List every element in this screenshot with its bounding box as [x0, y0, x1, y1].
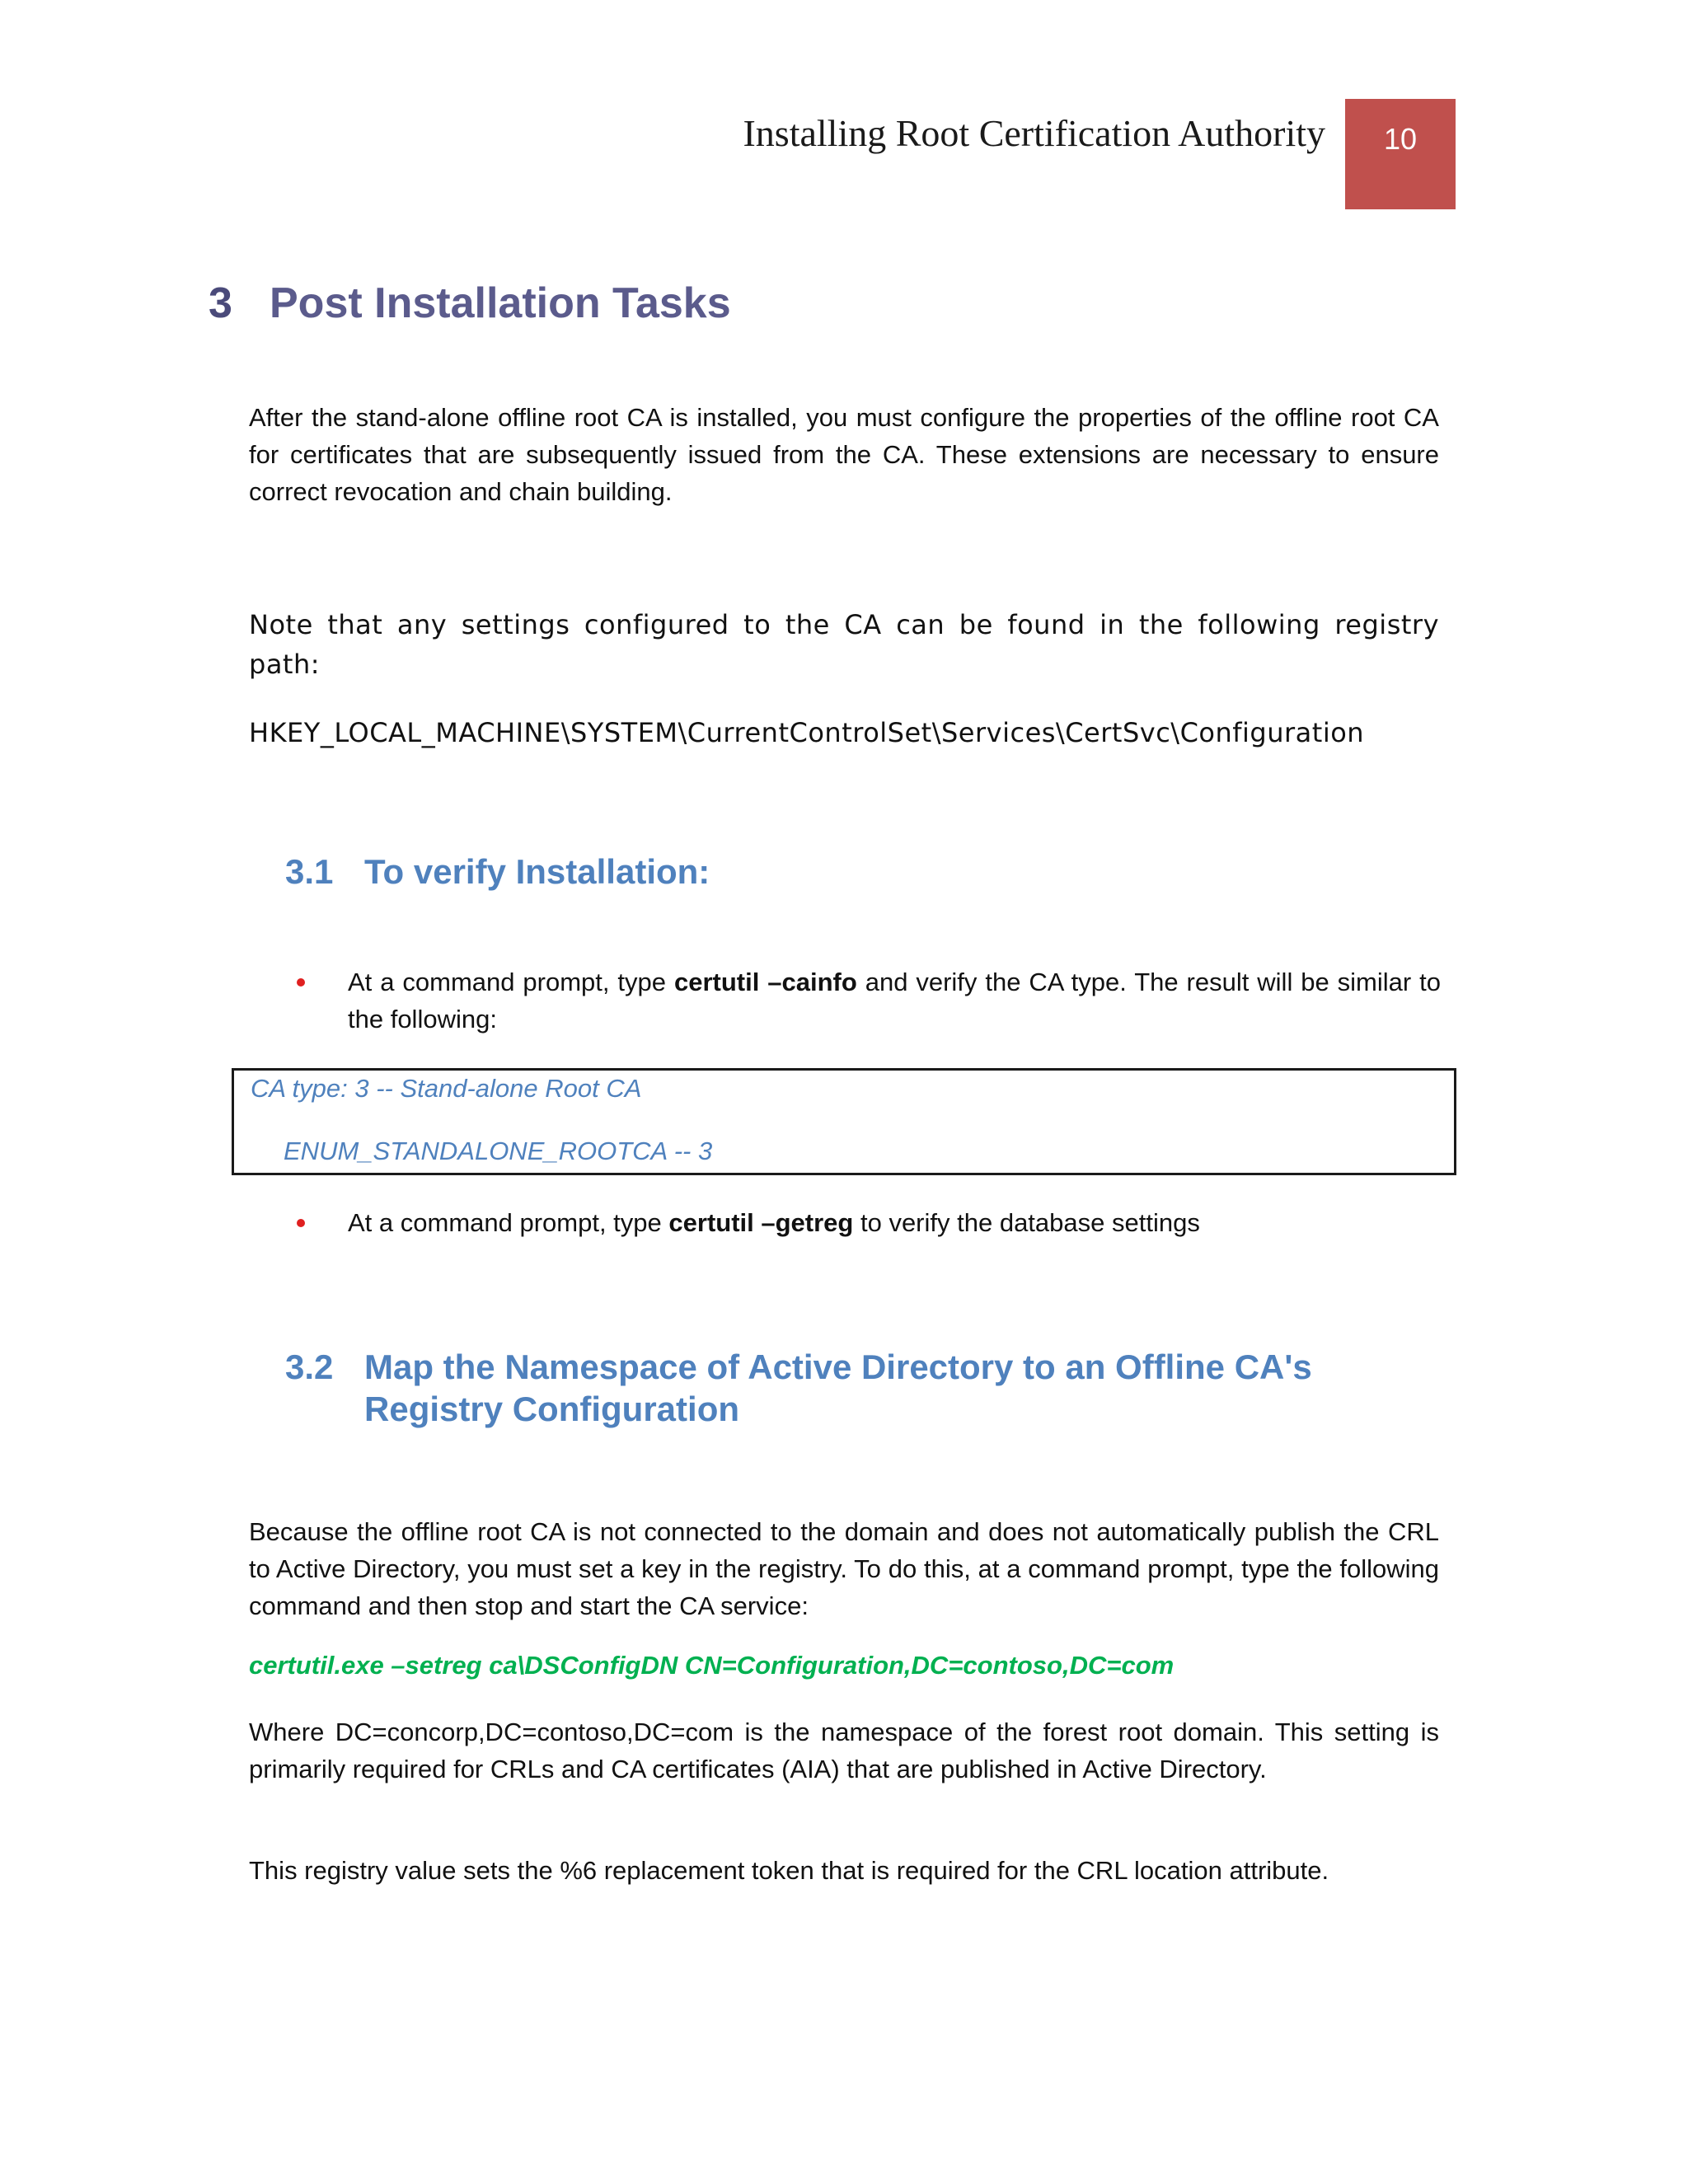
code-line: ENUM_STANDALONE_ROOTCA -- 3: [284, 1137, 713, 1165]
subsection-heading-namespace: [285, 1346, 1439, 1430]
command-cainfo: certutil –cainfo: [673, 968, 857, 996]
bullet-text: [348, 1204, 1441, 1241]
header-title: Installing Root Certification Authority: [743, 112, 1325, 154]
bullet-text-post: and verify the CA type. The result will be similar to the following:: [348, 968, 1441, 1033]
subsection-number: 3.1: [285, 852, 334, 891]
code-line: CA type: 3 -- Stand-alone Root CA: [251, 1074, 642, 1103]
namespace-paragraph: Because the offline root CA is not connected to the domain and does not automatically publish the CRL to Active Directory, you must set a key in the registry. To do this, at a command prompt, type the following command and then stop and start the CA service:: [249, 1517, 1439, 1620]
command-getreg: certutil –getreg: [668, 1208, 854, 1237]
bullet-dot-icon: [297, 978, 305, 987]
intro-paragraph: After the stand-alone offline root CA is installed, you must configure the properties of the offline root CA for certificates that are subsequently issued from the CA. These extensions are necessary to ensure correct revocation and chain building.: [249, 403, 1439, 506]
registry-note: Note that any settings configured to the CA can be found in the following registry path:: [249, 609, 1439, 680]
token-paragraph: This registry value sets the %6 replacement token that is required for the CRL location attribute.: [249, 1856, 1329, 1885]
code-output-box: [232, 1068, 1456, 1175]
section-number: 3: [209, 279, 232, 327]
bullet-dot-icon: [297, 1219, 305, 1227]
bullet-text-pre: At a command prompt, type: [348, 968, 674, 996]
bullet-text-post: to verify the database settings: [853, 1208, 1200, 1237]
section-heading: [209, 279, 731, 328]
setreg-command: certutil.exe –setreg ca\DSConfigDN CN=Configuration,DC=contoso,DC=com: [249, 1651, 1175, 1680]
bullet-item-cainfo: [297, 963, 1441, 1038]
subsection-title: To verify Installation:: [364, 852, 710, 891]
subsection-number: 3.2: [285, 1347, 334, 1386]
subsection-heading-verify: [285, 851, 710, 893]
bullet-text: [348, 963, 1441, 1038]
bullet-item-getreg: [297, 1204, 1441, 1241]
subsection-title: Map the Namespace of Active Directory to an Offline CA's Registry Configuration: [364, 1347, 1312, 1428]
where-paragraph: Where DC=concorp,DC=contoso,DC=com is the namespace of the forest root domain. This setting is primarily required for CRLs and CA certificates (AIA) that are published in Active Directory.: [249, 1718, 1439, 1783]
page-number-badge: 10: [1345, 99, 1456, 209]
section-title: Post Installation Tasks: [270, 279, 731, 327]
bullet-text-pre: At a command prompt, type: [348, 1208, 669, 1237]
registry-path: HKEY_LOCAL_MACHINE\SYSTEM\CurrentControlSet\Services\CertSvc\Configuration: [249, 717, 1365, 748]
